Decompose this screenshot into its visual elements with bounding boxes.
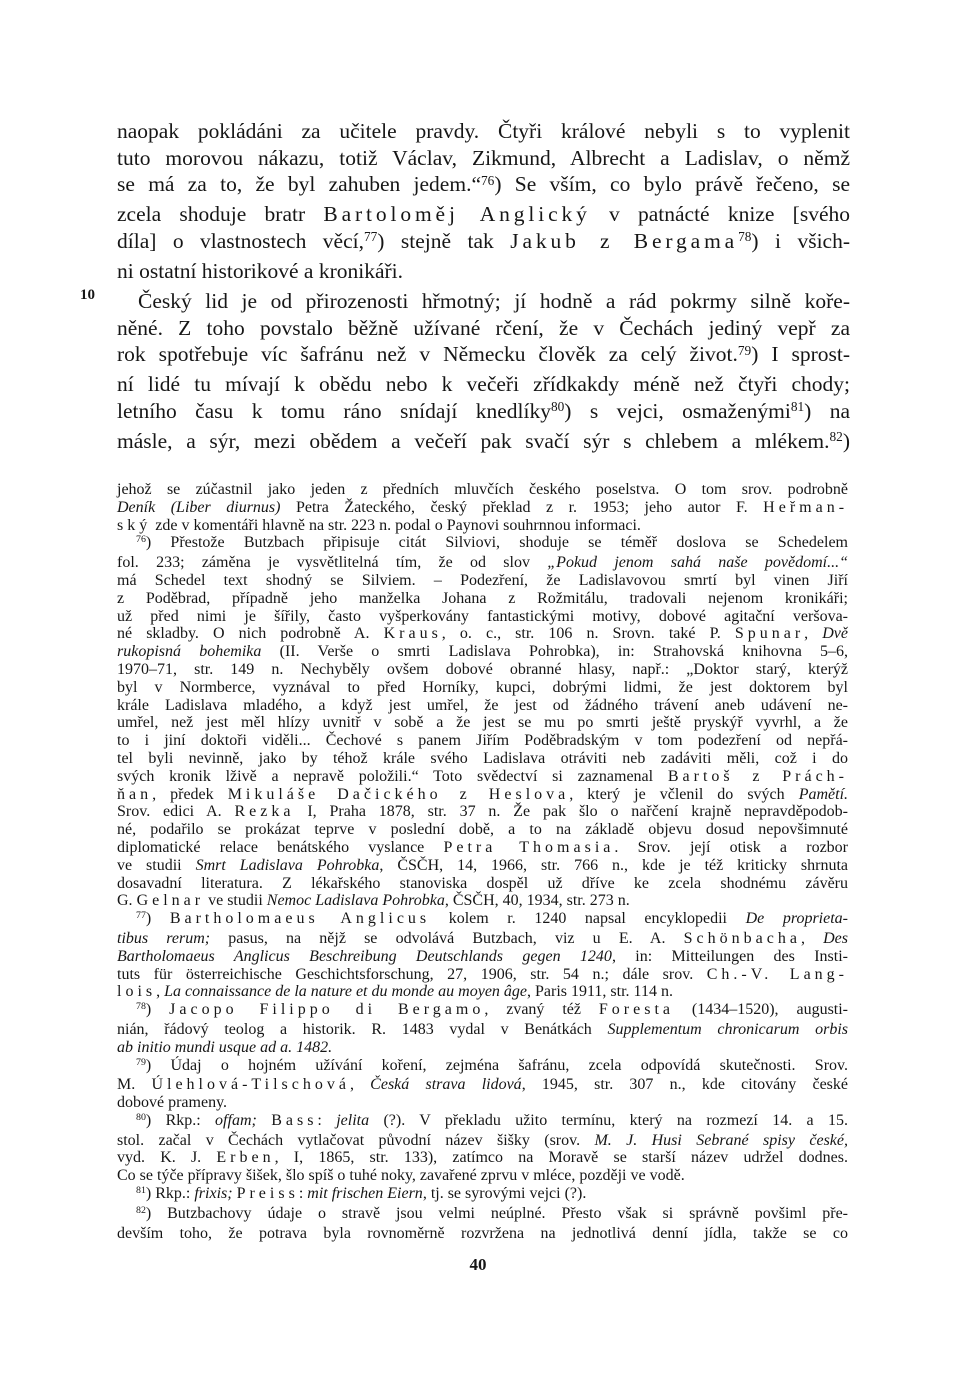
spaced-name: Ch.-V. Lang- [706,965,848,983]
footnote-line [117,983,848,1001]
footnote-line [117,803,848,821]
spaced-name: Jacopo Filippo di Bergamo [169,1001,485,1019]
text-line [117,258,850,285]
italic-text: „Pokud jenom sahá naše povědomí...“ [547,554,849,572]
footnote-line [117,750,848,768]
text-run: ) [145,1001,170,1019]
text-run: byl v Normberce, vyznával to před Horníky, kupci, dobrými lidmi, že jest doktorem byl [117,678,848,696]
text-run: I, Praha 1878, str. 37 n. Že pak šlo o nařčení krajně nepravděpodob- [294,803,849,821]
footnotes [117,481,848,1242]
text-run: : [298,1185,308,1203]
italic-text: La connaissance de la nature et du monde au moyen âge [164,983,528,1001]
text-run: ve studii [204,892,267,910]
spaced-name: Úlehlová-Tilschová [151,1076,350,1094]
text-run: , [804,625,823,643]
text-run: M. [117,1076,152,1094]
footnote-line [117,1205,848,1225]
text-line [117,171,850,201]
text-run: nián, řádový teolog a historik. R. 1483 vydal v Benátkách [117,1020,608,1038]
note-ref: 79 [737,342,752,358]
footnote-line [117,1149,848,1167]
footnote-line [117,1225,848,1243]
text-run: , [156,983,165,1001]
footnote-line [117,499,848,517]
footnote-line [117,1039,848,1057]
text-run: , in: Mitteilungen des Insti- [611,947,848,965]
text-run: ) Se vším, co bylo právě řečeno, se [494,172,851,197]
text-run: , 1945, str. 307 n., kde citovány české [521,1076,849,1094]
spaced-name: Foresta [598,1001,674,1019]
text-run: ) s vejci, osmaženými [564,398,791,423]
text-run: , o. c., str. 106 n. Srovn. také P. [441,625,735,643]
text-run: má Schedel text shodný se Silviem. – Podezření, že Ladislavovou smrtí byl vinen Jiří [117,571,848,589]
italic-text: Deník (Liber diurnus) [117,498,281,516]
text-run: né skladby. O nich podrobně A. [117,625,384,643]
footnote-line [117,590,848,608]
footnote-line [117,1167,848,1185]
note-ref: 78 [738,229,752,245]
footnote-line [117,714,848,732]
text-run: , tj. se syrovými vejci (?). [422,1185,587,1203]
text-run: , I, 1865, str. 133), zatímco na Moravě se starší název udržel dodnes. [274,1149,849,1167]
text-run: Český lid je od přirozenosti hřmotný; jí hodně a rád pokrmy silně koře- [138,289,850,314]
text-run: díla] o vlastnostech věcí, [117,228,364,253]
text-run: fol. 233; záměna je vysvětlitelná tím, že od slov [117,554,548,572]
text-line [117,201,850,228]
paragraph [117,118,850,284]
paragraph [117,288,850,457]
text-run: ) Rkp.: [145,1185,195,1203]
footnote-line [117,554,848,572]
text-run: umřel, než jest měl hlízy uvnitř v sobě a že jest se mu po smrti ještě pryskýř vyvrhl, a že [117,714,848,732]
text-run: zde v komentáři hlavně na str. 223 n. podal o Paynovi souhrnnou informaci. [151,516,641,534]
footnote-mark: 82 [136,1204,146,1216]
spaced-name: Heřman- [763,498,849,516]
footnote-mark: 76 [136,534,146,546]
text-run: Petra Žateckého, český překlad z r. 1953; jeho autor F. [280,498,764,516]
text-line [117,398,850,428]
text-run: né, podařilo se prokázat teprve v poslední době, a to na základě objevu dosud nepovšimnuté [117,821,848,839]
text-run: jehož se zúčastnil jako jeden z předních mluvčích českého poselstva. O tom srov. podrobně [117,481,848,498]
text-run: v patnácté knize [svého [590,202,850,227]
italic-text: tibus rerum; [117,929,211,947]
text-line [117,118,850,145]
footnote-line [117,679,848,697]
italic-text: Dvě [822,625,849,643]
text-run: svých kronik lživě a nepravě položili.“ Toto svědectví si zaznamenal [117,767,668,785]
footnote-line [117,1021,848,1039]
text-run: vyd. K. J. [117,1149,217,1167]
text-run: Srov. edici A. [117,803,235,821]
spaced-name: Bass [271,1111,318,1129]
footnote-line [117,517,848,535]
text-run: másle, a sýr, mezi obědem a večeří pak svačí sýr s chlebem a mlékem. [117,428,830,453]
spaced-name: Mikuláše Dačického z Heslova [227,785,570,803]
spaced-name: Schönbacha [683,929,801,947]
text-run: (1434–1520), augusti- [674,1001,849,1019]
text-run: ) Butzbachovy údaje o stravě jsou velmi neúplné. Přesto však si správně povšiml pře- [145,1204,848,1222]
footnote-line [117,608,848,626]
italic-text: Supplementum chronicarum orbis [607,1020,849,1038]
spaced-name: Gelnar [136,892,205,910]
spaced-name: lois [117,983,157,1001]
italic-text: Des [823,929,848,947]
note-ref: 77 [363,229,378,245]
text-run: ) Přestože Butzbach připisuje citát Silviovi, shoduje se téměř doslova se Schedelem [145,534,848,552]
text-run: dosavadní literatura. Z lékařského stanoviska dospěl už dříve ke zcela shodnému závěru [117,874,848,892]
text-run: kolem r. 1240 napsal encyklopedii [430,910,746,928]
footnote-line [117,966,848,984]
note-ref: 80 [550,399,565,415]
text-run: něné. Z toho povstalo běžně užívané rčení, že v Čechách jediný vepř za [117,315,850,340]
footnote-line [117,572,848,590]
text-line [117,341,850,371]
text-run: , ČSČH, 40, 1934, str. 273 n. [444,892,630,910]
text-run: ) [842,428,850,453]
text-run: ) na [804,398,850,423]
text-run: ve studii [117,856,196,874]
text-run: 1970–71, str. 149 n. Nechyběly ovšem dobové obranné hlasy, např.: „Doktor starý, kterýž [117,660,848,678]
text-run: . Srov. její otisk a rozbor [614,838,848,856]
main-text [117,118,850,457]
line-number: 10 [80,287,95,303]
text-run: ) I sprost- [751,342,850,367]
spaced-name: Preiss [236,1185,299,1203]
footnote-line [117,786,848,804]
text-run: G. [117,892,137,910]
spaced-name: Petra Thomasia [443,838,615,856]
note-ref: 81 [790,399,805,415]
footnote-line [117,643,848,661]
text-line [117,288,850,315]
text-run: zcela shoduje bratr [117,202,324,227]
text-run: se má za to, že byl zahuben jedem.“ [117,172,481,197]
text-run: , [349,1076,371,1094]
text-run: to i jiní doktoři viděli... Čechové s panem Jiřím Poděbradským v tom podezření od nepřá- [117,732,848,750]
page-number: 40 [469,1255,487,1274]
footnote-line [117,1076,848,1094]
text-run: Co se týče přípravy šišek, šlo spíš o tuhé noky, zavařené zprvu v mléce, později ve vodě. [117,1167,685,1185]
text-run [257,1112,271,1129]
text-run: pasus, na nějž se odvolává Butzbach, viz u E. A. [210,929,684,947]
text-run: diplomatické relace benátského vyslance [117,838,444,856]
italic-text: M. J. Husi Sebrané spisy české, [594,1131,849,1149]
text-run: tuts für österreichische Geschichtsforschung, 27, 1906, str. 54 n.; dále srov. [117,965,707,983]
spaced-name: Jakub z Bergama [510,228,739,253]
spaced-name: Bartoš z Prách- [667,767,848,785]
footnote-line [117,857,848,875]
footnote-line [117,839,848,857]
text-line [117,371,850,398]
text-run: ) stejně tak [377,228,511,253]
spaced-name: ský [117,516,152,534]
text-run: letního času k tomu ráno snídají knedlíky [117,398,551,423]
footnote-line [117,910,848,930]
footnote-line [117,697,848,715]
italic-text: offam; [215,1111,257,1129]
footnote-line [117,1094,848,1112]
italic-text: frixis; [194,1185,233,1203]
spaced-name: Bartoloměj Anglický [323,202,591,227]
text-run: ) Údaj o hojném užívání koření, zejména šafránu, zcela odpovídá skutečnosti. Srov. [145,1056,848,1074]
footnote-line [117,1001,848,1021]
footnote-line [117,661,848,679]
text-run: ) Rkp.: [145,1111,216,1129]
footnote-mark: 80 [136,1111,146,1123]
footnote-line [117,875,848,893]
text-run: , zvaný též [484,1001,599,1019]
spaced-name: Spunar [734,625,805,643]
text-run: , předek [152,785,228,803]
footnote-line [117,821,848,839]
text-run: , Paris 1911, str. 114 n. [527,983,673,1001]
footnote-line [117,768,848,786]
footnote-line [117,1057,848,1077]
text-run: naopak pokládáni za učitele pravdy. Čtyři králové nebyli s to vyplenit [117,119,850,143]
italic-text: Pamětí. [798,785,849,803]
footnote-mark: 79 [136,1056,146,1068]
footnote-mark: 77 [136,910,146,922]
spaced-name: Erben [216,1149,275,1167]
text-run: tuto morovou nákazu, totiž Václav, Zikmund, Albrecht a Ladislav, o němž [117,145,850,170]
text-line [117,228,850,258]
spaced-name: ňan [117,785,153,803]
footnote-mark: 81 [136,1185,146,1197]
footnote-line [117,481,848,499]
text-run: (II. Verše o smrti Ladislava Pohrobka), in: Strahovská knihovna 5–6, [261,643,849,661]
italic-text: Nemoc Ladislava Pohrobka [266,892,445,910]
footnote-mark: 78 [136,1001,146,1013]
text-run: rok spotřebuje víc šafránu než v Německu člověk za celý život. [117,342,738,367]
italic-text: ab initio mundi usque ad a. 1482. [117,1038,333,1056]
note-ref: 82 [829,428,843,444]
footnote-line [117,625,848,643]
text-line [117,145,850,172]
text-run: dobové prameny. [117,1094,228,1112]
italic-text: mit frischen Eiern [307,1185,423,1203]
text-run: ni ostatní historikové a kronikáři. [117,258,404,283]
text-run: tel byli nevinně, jako by téhož krále svého Ladislava otráviti neb zadáviti měli, což i do [117,749,848,767]
footnote-line [117,1112,848,1132]
footnote-line [117,732,848,750]
text-run: ) [145,910,170,928]
text-run: (?). V překladu užito termínu, který na rozmezí 14. a 15. [369,1111,848,1129]
footnote-line [117,534,848,554]
text-run: , který je včlenil do svých [569,785,799,803]
footnote-line [117,892,848,910]
italic-text: rukopisná bohemika [117,643,262,661]
italic-text: Česká strava lidová [370,1076,522,1094]
text-run: stol. začal v Čechách vytlačovat původní název šišky (srov. [117,1131,595,1149]
text-run: ní lidé tu mívají k obědu nebo k večeři zřídkakdy méně než čtyři chody; [117,372,850,397]
footnote-line [117,930,848,948]
text-line [117,428,850,458]
spaced-name: Rezka [234,803,295,821]
text-run: devším toho, že potrava byla rovnoměrně rozvržena na jednotlivá denní jídla, takže se co [117,1224,848,1242]
italic-text: Smrt Ladislava Pohrobka [195,856,380,874]
text-run: už před nimi je šířily, často vyšperkovány fantastickými motivy, dobové agitační veršova- [117,607,848,625]
italic-text: De proprieta- [745,910,848,928]
text-run: krále Ladislava mladého, a když jest umřel, že jest od žádného trávení aneb udávení ne- [117,696,848,714]
text-run: ) i všich- [751,228,850,253]
italic-text: Bartholomaeus Anglicus Beschreibung Deutschlands gegen 1240 [117,947,612,965]
text-run: z Poděbrad, případně jeho manželka Johana z Rožmitálu, tradovali nejenom kronikáři; [117,589,848,607]
footnote-line [117,948,848,966]
text-line [117,315,850,342]
text-run: , [800,929,824,947]
footnote-line [117,1132,848,1150]
footnote-line [117,1185,848,1205]
spaced-name: Kraus [383,625,442,643]
note-ref: 76 [481,172,495,188]
text-run: , ČSČH, 14, 1966, str. 766 n., kde je též kriticky shrnuta [379,856,849,874]
text-run: : [317,1111,337,1129]
spaced-name: Bartholomaeus Anglicus [169,910,431,928]
italic-text: jelita [336,1111,370,1129]
